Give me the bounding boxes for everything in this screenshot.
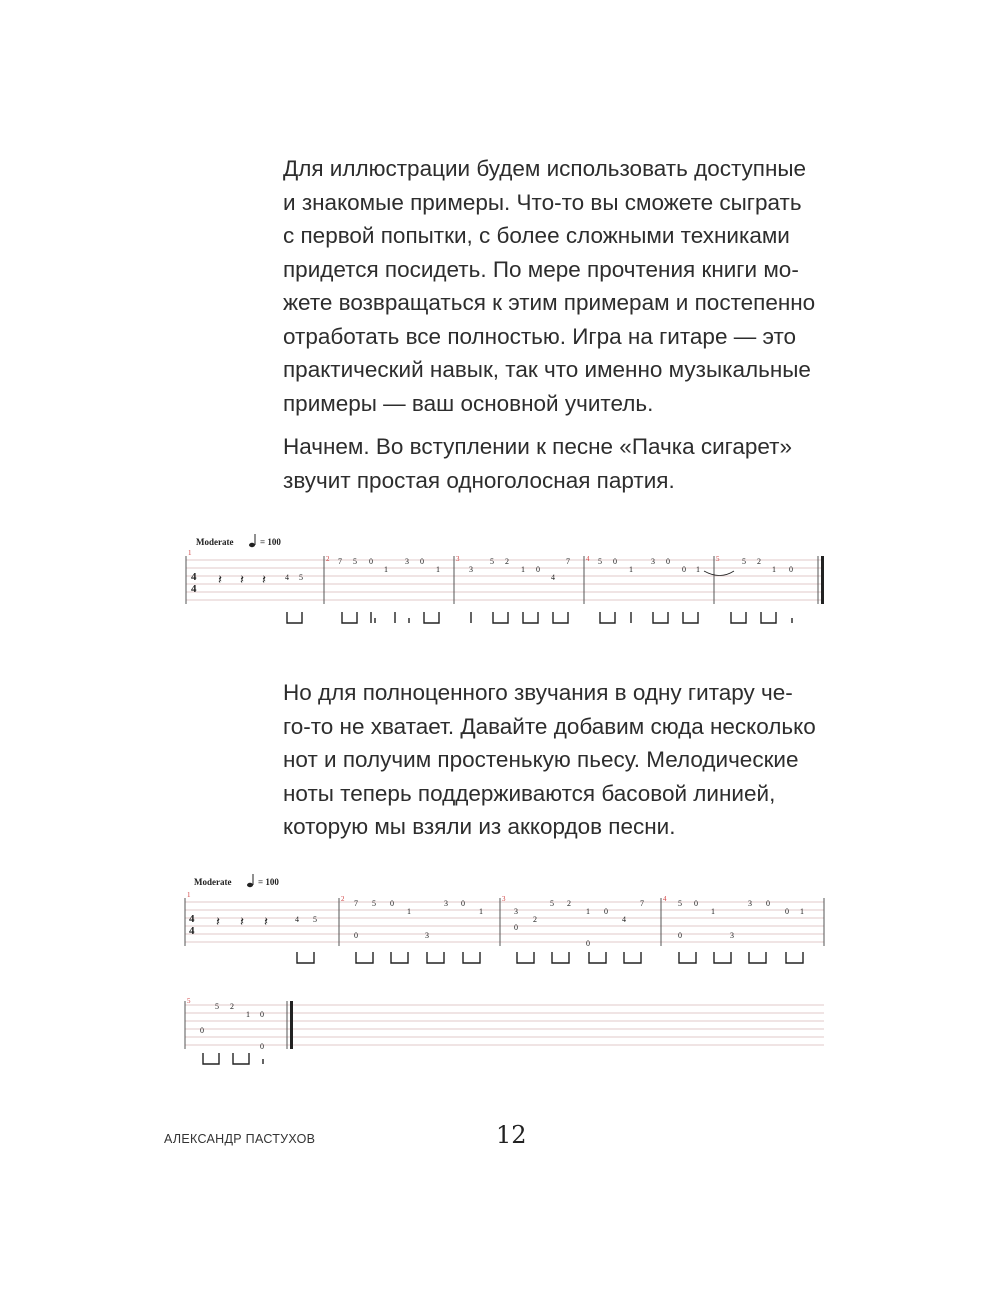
svg-text:2: 2 [505, 557, 509, 566]
svg-text:7: 7 [640, 899, 644, 908]
text-line: практический навык, так что именно музыкальные [283, 357, 811, 382]
svg-text:4: 4 [295, 915, 299, 924]
svg-text:5: 5 [550, 899, 554, 908]
text-line: ноты теперь поддерживаются басовой линией, [283, 780, 776, 806]
svg-text:5: 5 [353, 557, 357, 566]
svg-text:0: 0 [766, 899, 770, 908]
svg-text:𝄽: 𝄽 [218, 572, 222, 587]
svg-text:5: 5 [598, 557, 602, 566]
svg-text:0: 0 [586, 939, 590, 948]
svg-text:𝄽: 𝄽 [240, 572, 244, 587]
svg-text:1: 1 [479, 907, 483, 916]
text-line: звучит простая одноголосная партия. [283, 467, 675, 493]
measure-number: 4 [663, 895, 667, 903]
time-signature-top: 4 [191, 571, 197, 583]
svg-text:𝄽: 𝄽 [216, 914, 220, 929]
svg-text:5: 5 [742, 557, 746, 566]
text-line: с первой попытки, с более сложными техниками [283, 223, 790, 248]
time-signature-bottom: 4 [189, 925, 195, 937]
svg-text:0: 0 [354, 931, 358, 940]
svg-text:0: 0 [536, 565, 540, 574]
svg-text:4: 4 [622, 915, 626, 924]
svg-text:1: 1 [521, 565, 525, 574]
svg-text:0: 0 [604, 907, 608, 916]
svg-text:7: 7 [566, 557, 570, 566]
measure-number: 5 [716, 555, 720, 563]
page-number: 12 [496, 1121, 527, 1149]
svg-text:0: 0 [461, 899, 465, 908]
svg-text:2: 2 [757, 557, 761, 566]
svg-text:1: 1 [436, 565, 440, 574]
svg-text:4: 4 [285, 573, 289, 582]
svg-text:3: 3 [514, 907, 518, 916]
svg-text:0: 0 [666, 557, 670, 566]
svg-text:5: 5 [299, 573, 303, 582]
svg-text:3: 3 [425, 931, 429, 940]
measure-number: 3 [502, 895, 506, 903]
svg-text:0: 0 [260, 1010, 264, 1019]
svg-text:5: 5 [490, 557, 494, 566]
svg-text:7: 7 [338, 557, 342, 566]
svg-text:5: 5 [372, 899, 376, 908]
measure-number: 4 [586, 555, 590, 563]
svg-text:5: 5 [215, 1002, 219, 1011]
svg-text:1: 1 [711, 907, 715, 916]
svg-text:0: 0 [369, 557, 373, 566]
svg-text:2: 2 [230, 1002, 234, 1011]
svg-text:0: 0 [613, 557, 617, 566]
text-line: и знакомые примеры. Что-то вы сможете сыграть [283, 189, 802, 215]
measure-number: 1 [188, 549, 192, 557]
tempo-label: Moderate [194, 877, 232, 887]
svg-text:1: 1 [696, 565, 700, 574]
text-line: придется посидеть. По мере прочтения книги мо- [283, 256, 799, 282]
tempo-value: = 100 [258, 877, 279, 887]
fret-numbers [200, 1002, 264, 1051]
time-signature-top: 4 [189, 913, 195, 925]
svg-text:1: 1 [407, 907, 411, 916]
svg-text:3: 3 [405, 557, 409, 566]
svg-text:0: 0 [694, 899, 698, 908]
svg-text:0: 0 [390, 899, 394, 908]
tempo-value: = 100 [260, 537, 281, 547]
rhythm-stems [297, 952, 803, 963]
text-line: которую мы взяли из аккордов песни. [283, 814, 676, 839]
tempo-label: Moderate [196, 537, 234, 547]
svg-text:1: 1 [800, 907, 804, 916]
svg-text:𝄽: 𝄽 [262, 572, 266, 587]
svg-text:0: 0 [260, 1042, 264, 1051]
svg-text:𝄽: 𝄽 [264, 914, 268, 929]
svg-text:1: 1 [772, 565, 776, 574]
measure-number: 2 [341, 895, 345, 903]
text-line: Начнем. Во вступлении к песне «Пачка сигарет» [283, 434, 792, 459]
svg-text:1: 1 [246, 1010, 250, 1019]
text-line: Для иллюстрации будем использовать доступные [283, 156, 807, 181]
svg-text:0: 0 [785, 907, 789, 916]
measure-number: 3 [456, 555, 460, 563]
text-line: Но для полноценного звучания в одну гитару че- [283, 680, 793, 705]
text-line: го-то не хватает. Давайте добавим сюда несколько [283, 713, 816, 739]
text-line: отработать все полностью. Игра на гитаре — это [283, 323, 797, 349]
svg-text:1: 1 [384, 565, 388, 574]
svg-text:4: 4 [551, 573, 555, 582]
svg-text:1: 1 [586, 907, 590, 916]
svg-text:7: 7 [354, 899, 358, 908]
svg-text:𝄽: 𝄽 [240, 914, 244, 929]
measure-number: 2 [326, 555, 330, 563]
text-line: примеры — ваш основной учитель. [283, 390, 654, 416]
svg-text:0: 0 [420, 557, 424, 566]
text-line: нот и получим простенькую пьесу. Мелодические [283, 747, 799, 772]
fret-numbers [295, 899, 804, 948]
time-signature-bottom: 4 [191, 583, 197, 595]
svg-text:3: 3 [730, 931, 734, 940]
svg-text:0: 0 [514, 923, 518, 932]
svg-text:3: 3 [748, 899, 752, 908]
rest-icons [216, 914, 268, 929]
quarter-note-icon [247, 883, 253, 887]
svg-text:5: 5 [313, 915, 317, 924]
book-author: АЛЕКСАНДР ПАСТУХОВ [164, 1132, 316, 1146]
svg-text:3: 3 [444, 899, 448, 908]
rhythm-stems [203, 1053, 263, 1064]
svg-text:3: 3 [469, 565, 473, 574]
text-line: жете возвращаться к этим примерам и постепенно [283, 290, 816, 315]
svg-text:2: 2 [533, 915, 537, 924]
svg-text:2: 2 [567, 899, 571, 908]
svg-text:0: 0 [682, 565, 686, 574]
svg-text:3: 3 [651, 557, 655, 566]
svg-text:0: 0 [200, 1026, 204, 1035]
svg-text:0: 0 [789, 565, 793, 574]
svg-text:5: 5 [678, 899, 682, 908]
svg-text:0: 0 [678, 931, 682, 940]
measure-number: 1 [187, 891, 191, 899]
svg-text:1: 1 [629, 565, 633, 574]
measure-number: 5 [187, 997, 191, 1005]
